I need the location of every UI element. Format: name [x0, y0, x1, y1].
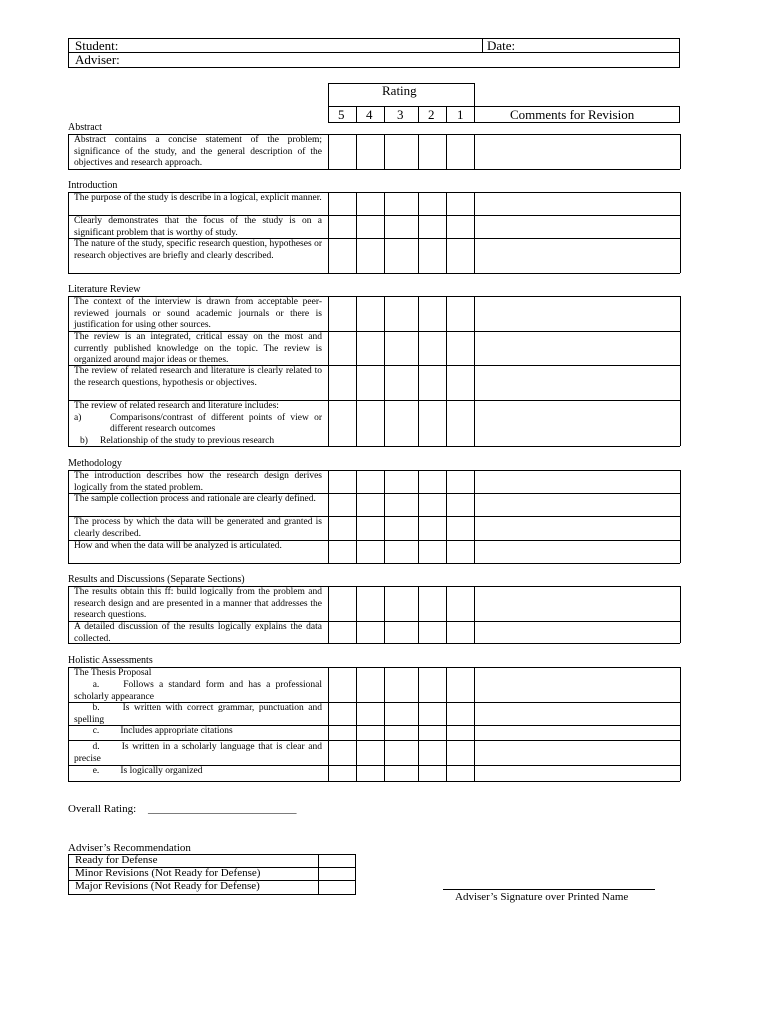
comments-label: Comments for Revision	[510, 107, 635, 122]
rating-cell[interactable]	[357, 517, 384, 540]
rating-cell[interactable]	[447, 471, 474, 493]
rating-cell[interactable]	[329, 297, 356, 331]
grid-row-line	[68, 446, 680, 447]
header-date-divider	[482, 38, 483, 53]
comment-cell[interactable]	[475, 494, 680, 516]
rating-cell[interactable]	[357, 366, 384, 400]
criterion-results-1: The results obtain this ff: build logically from the problem and research design and are presented in a manner that addresses the research questions.	[74, 587, 322, 620]
grid-col-line	[68, 667, 69, 781]
header-box	[68, 38, 680, 68]
rating-cell[interactable]	[357, 216, 384, 238]
rating-cell[interactable]	[447, 366, 474, 400]
rating-cell[interactable]	[329, 471, 356, 493]
criterion-holistic-intro: The Thesis Proposal	[74, 668, 152, 678]
rating-cell[interactable]	[419, 741, 446, 765]
sub-label: a.	[92, 680, 100, 690]
rating-cell[interactable]	[357, 332, 384, 365]
rating-cell[interactable]	[357, 471, 384, 493]
overall-rating-blank[interactable]: ___________________________	[148, 803, 297, 815]
criterion-introduction-2: Clearly demonstrates that the focus of the study is on a significant problem that is worthy of study.	[74, 216, 322, 238]
rating-cell[interactable]	[385, 401, 418, 446]
rating-col-line	[384, 106, 385, 123]
rating-cell[interactable]	[419, 135, 446, 169]
grid-row-line	[68, 781, 680, 782]
rating-cell[interactable]	[419, 494, 446, 516]
rating-cell[interactable]	[357, 401, 384, 446]
rating-cell[interactable]	[447, 587, 474, 621]
rating-cell[interactable]	[447, 541, 474, 563]
grid-col-line	[680, 296, 681, 446]
sub-text: Comparisons/contrast of different points of view or different research outcomes	[110, 412, 322, 434]
rating-cell[interactable]	[329, 401, 356, 446]
header-divider	[68, 52, 680, 53]
sub-text: Is written with correct grammar, punctuation and spelling	[74, 703, 322, 725]
criterion-literature-4	[68, 400, 328, 447]
grid-col-line	[68, 586, 69, 643]
sub-label: a)	[74, 412, 82, 423]
rating-col-line	[356, 106, 357, 123]
rating-cell[interactable]	[329, 668, 356, 702]
rating-cell[interactable]	[357, 668, 384, 702]
section-title-abstract: Abstract	[68, 122, 102, 133]
rating-cell[interactable]	[357, 135, 384, 169]
criterion-literature-3: The review of related research and literature is clearly related to the research questions, hypothesis or objectives.	[74, 366, 322, 388]
rating-cell[interactable]	[419, 703, 446, 725]
rating-cell[interactable]	[419, 587, 446, 621]
rating-cell[interactable]	[357, 541, 384, 563]
score-2: 2	[428, 107, 435, 122]
section-title-results: Results and Discussions (Separate Sections)	[68, 574, 245, 585]
comment-cell[interactable]	[475, 193, 680, 215]
rating-cell[interactable]	[385, 216, 418, 238]
sub-label: b)	[80, 435, 88, 446]
rating-cell[interactable]	[357, 703, 384, 725]
comment-cell[interactable]	[475, 741, 680, 765]
overall-rating-label: Overall Rating:	[68, 803, 137, 815]
section-title-literature: Literature Review	[68, 284, 141, 295]
comment-cell[interactable]	[475, 366, 680, 400]
rating-cell[interactable]	[329, 332, 356, 365]
grid-col-line	[68, 296, 69, 446]
grid-col-line	[68, 470, 69, 563]
sub-label: d.	[92, 742, 100, 752]
rating-cell[interactable]	[419, 668, 446, 702]
rating-cell[interactable]	[329, 622, 356, 643]
criterion-results-2: A detailed discussion of the results logically explains the data collected.	[74, 622, 322, 644]
sub-text: Includes appropriate citations	[120, 726, 233, 736]
rating-cell[interactable]	[385, 135, 418, 169]
rating-cell[interactable]	[357, 622, 384, 643]
rating-cell[interactable]	[447, 726, 474, 740]
comment-cell[interactable]	[475, 703, 680, 725]
rating-cell[interactable]	[385, 766, 418, 781]
rating-cell[interactable]	[419, 517, 446, 540]
score-1: 1	[457, 107, 464, 122]
grid-row-line	[68, 643, 680, 644]
sub-label: c.	[92, 726, 100, 736]
grid-col-line	[680, 667, 681, 781]
comment-cell[interactable]	[475, 766, 680, 781]
rating-cell[interactable]	[329, 239, 356, 273]
rating-cell[interactable]	[385, 332, 418, 365]
sub-text: Relationship of the study to previous research	[100, 435, 275, 446]
rating-cell[interactable]	[385, 517, 418, 540]
sub-text: Follows a standard form and has a professional scholarly appearance	[74, 680, 322, 702]
rating-cell[interactable]	[419, 216, 446, 238]
rating-cell[interactable]	[385, 239, 418, 273]
rating-cell[interactable]	[357, 193, 384, 215]
rating-col-line	[418, 106, 419, 123]
date-label: Date:	[487, 38, 516, 53]
recommendation-checkbox-major[interactable]	[319, 881, 355, 893]
rating-cell[interactable]	[357, 494, 384, 516]
signature-line	[443, 889, 655, 890]
rating-cell[interactable]	[329, 766, 356, 781]
comment-cell[interactable]	[475, 471, 680, 493]
comment-cell[interactable]	[475, 541, 680, 563]
rating-cell[interactable]	[385, 703, 418, 725]
grid-col-line	[680, 192, 681, 273]
rating-cell[interactable]	[329, 216, 356, 238]
rating-cell[interactable]	[385, 193, 418, 215]
comment-cell[interactable]	[475, 726, 680, 740]
rating-cell[interactable]	[419, 193, 446, 215]
rating-cell[interactable]	[447, 517, 474, 540]
comment-cell[interactable]	[475, 668, 680, 702]
rating-cell[interactable]	[419, 297, 446, 331]
rating-cell[interactable]	[385, 541, 418, 563]
student-label: Student:	[75, 38, 119, 53]
rating-cell[interactable]	[357, 741, 384, 765]
rating-cell[interactable]	[447, 741, 474, 765]
comment-cell[interactable]	[475, 297, 680, 331]
rating-cell[interactable]	[329, 741, 356, 765]
comment-cell[interactable]	[475, 401, 680, 446]
rating-cell[interactable]	[419, 401, 446, 446]
rating-cell[interactable]	[385, 494, 418, 516]
rating-cell[interactable]	[329, 587, 356, 621]
rating-cell[interactable]	[419, 332, 446, 365]
criterion-introduction-1: The purpose of the study is describe in a logical, explicit manner.	[74, 193, 322, 203]
rating-cell[interactable]	[447, 332, 474, 365]
rating-cell[interactable]	[447, 703, 474, 725]
criterion-methodology-3: The process by which the data will be generated and granted is clearly described.	[74, 517, 322, 539]
recommendation-title: Adviser’s Recommendation	[68, 842, 191, 854]
comment-cell[interactable]	[475, 216, 680, 238]
criterion-abstract: Abstract contains a concise statement of the problem; significance of the study, and the general description of the objectives and research approach.	[74, 135, 322, 168]
recommendation-option-major: Major Revisions (Not Ready for Defense)	[75, 880, 260, 892]
rating-cell[interactable]	[419, 471, 446, 493]
rating-cell[interactable]	[329, 366, 356, 400]
rating-cell[interactable]	[447, 401, 474, 446]
criterion-literature-4-intro: The review of related research and literature includes:	[74, 401, 279, 411]
criterion-holistic-c	[68, 725, 328, 738]
grid-row-line	[68, 169, 680, 170]
grid-row-line	[68, 563, 680, 564]
rating-cell[interactable]	[447, 668, 474, 702]
rating-cell[interactable]	[385, 741, 418, 765]
rating-cell[interactable]	[385, 297, 418, 331]
grid-col-line	[68, 192, 69, 273]
criterion-methodology-1: The introduction describes how the research design derives logically from the stated problem.	[74, 471, 322, 493]
comment-cell[interactable]	[475, 332, 680, 365]
rating-cell[interactable]	[419, 766, 446, 781]
rating-cell[interactable]	[329, 494, 356, 516]
rating-cell[interactable]	[419, 541, 446, 563]
rating-cell[interactable]	[357, 297, 384, 331]
grid-row-line	[68, 273, 680, 274]
signature-label: Adviser’s Signature over Printed Name	[455, 891, 629, 903]
rating-cell[interactable]	[329, 703, 356, 725]
section-title-introduction: Introduction	[68, 180, 118, 191]
section-title-methodology: Methodology	[68, 458, 122, 469]
score-3: 3	[397, 107, 404, 122]
rating-cell[interactable]	[385, 587, 418, 621]
comment-cell[interactable]	[475, 135, 680, 169]
sub-label: b.	[92, 703, 100, 713]
criterion-methodology-2: The sample collection process and rationale are clearly defined.	[74, 494, 316, 504]
rating-cell[interactable]	[385, 366, 418, 400]
recommendation-checkbox-ready[interactable]	[319, 855, 355, 867]
rating-cell[interactable]	[329, 517, 356, 540]
criterion-literature-1: The context of the interview is drawn from acceptable peer-reviewed journals or sound academic journals or there is justification for using other sources.	[74, 297, 322, 330]
criterion-holistic-a	[68, 679, 328, 703]
criterion-holistic-d	[68, 741, 328, 765]
criterion-introduction-3: The nature of the study, specific research question, hypotheses or research objectives are briefly and clearly described.	[74, 239, 322, 261]
rating-cell[interactable]	[419, 239, 446, 273]
adviser-label: Adviser:	[75, 52, 120, 67]
rating-cell[interactable]	[385, 622, 418, 643]
criterion-literature-4a	[74, 413, 322, 436]
grid-col-line	[680, 586, 681, 643]
rating-cell[interactable]	[357, 587, 384, 621]
criterion-holistic-e	[68, 765, 328, 778]
rating-cell[interactable]	[447, 216, 474, 238]
rating-cell[interactable]	[329, 541, 356, 563]
criterion-methodology-4: How and when the data will be analyzed is articulated.	[74, 541, 282, 551]
rating-cell[interactable]	[329, 726, 356, 740]
sub-text: Is logically organized	[120, 766, 203, 776]
rating-cell[interactable]	[447, 622, 474, 643]
rating-title: Rating	[382, 83, 417, 98]
grid-col-line	[680, 134, 681, 169]
rating-cell[interactable]	[385, 471, 418, 493]
rating-cell[interactable]	[447, 766, 474, 781]
rating-cell[interactable]	[419, 726, 446, 740]
comment-cell[interactable]	[475, 622, 680, 643]
rating-cell[interactable]	[329, 193, 356, 215]
recommendation-option-minor: Minor Revisions (Not Ready for Defense)	[75, 867, 261, 879]
comment-cell[interactable]	[475, 239, 680, 273]
sub-text: Is written in a scholarly language that is clear and precise	[74, 742, 323, 764]
recommendation-checkbox-minor[interactable]	[319, 868, 355, 880]
grid-col-line	[68, 134, 69, 169]
score-4: 4	[366, 107, 373, 122]
comment-cell[interactable]	[475, 587, 680, 621]
rating-cell[interactable]	[385, 668, 418, 702]
rating-cell[interactable]	[447, 193, 474, 215]
rating-cell[interactable]	[447, 135, 474, 169]
rating-cell[interactable]	[357, 726, 384, 740]
section-title-holistic: Holistic Assessments	[68, 655, 153, 666]
criterion-literature-2: The review is an integrated, critical essay on the most and currently published knowledge on the topic. The review is organized around major ideas or themes.	[74, 332, 322, 365]
rating-cell[interactable]	[357, 239, 384, 273]
grid-col-line	[680, 470, 681, 563]
rating-cell[interactable]	[357, 766, 384, 781]
sub-label: e.	[92, 766, 100, 776]
rating-cell[interactable]	[419, 366, 446, 400]
rating-col-line	[446, 106, 447, 123]
rating-cell[interactable]	[385, 726, 418, 740]
rating-cell[interactable]	[419, 622, 446, 643]
recommendation-option-ready: Ready for Defense	[75, 854, 158, 866]
rating-cell[interactable]	[447, 239, 474, 273]
criterion-holistic-b	[68, 702, 328, 726]
score-5: 5	[338, 107, 345, 122]
rating-cell[interactable]	[447, 494, 474, 516]
rating-cell[interactable]	[447, 297, 474, 331]
rating-cell[interactable]	[329, 135, 356, 169]
comment-cell[interactable]	[475, 517, 680, 540]
